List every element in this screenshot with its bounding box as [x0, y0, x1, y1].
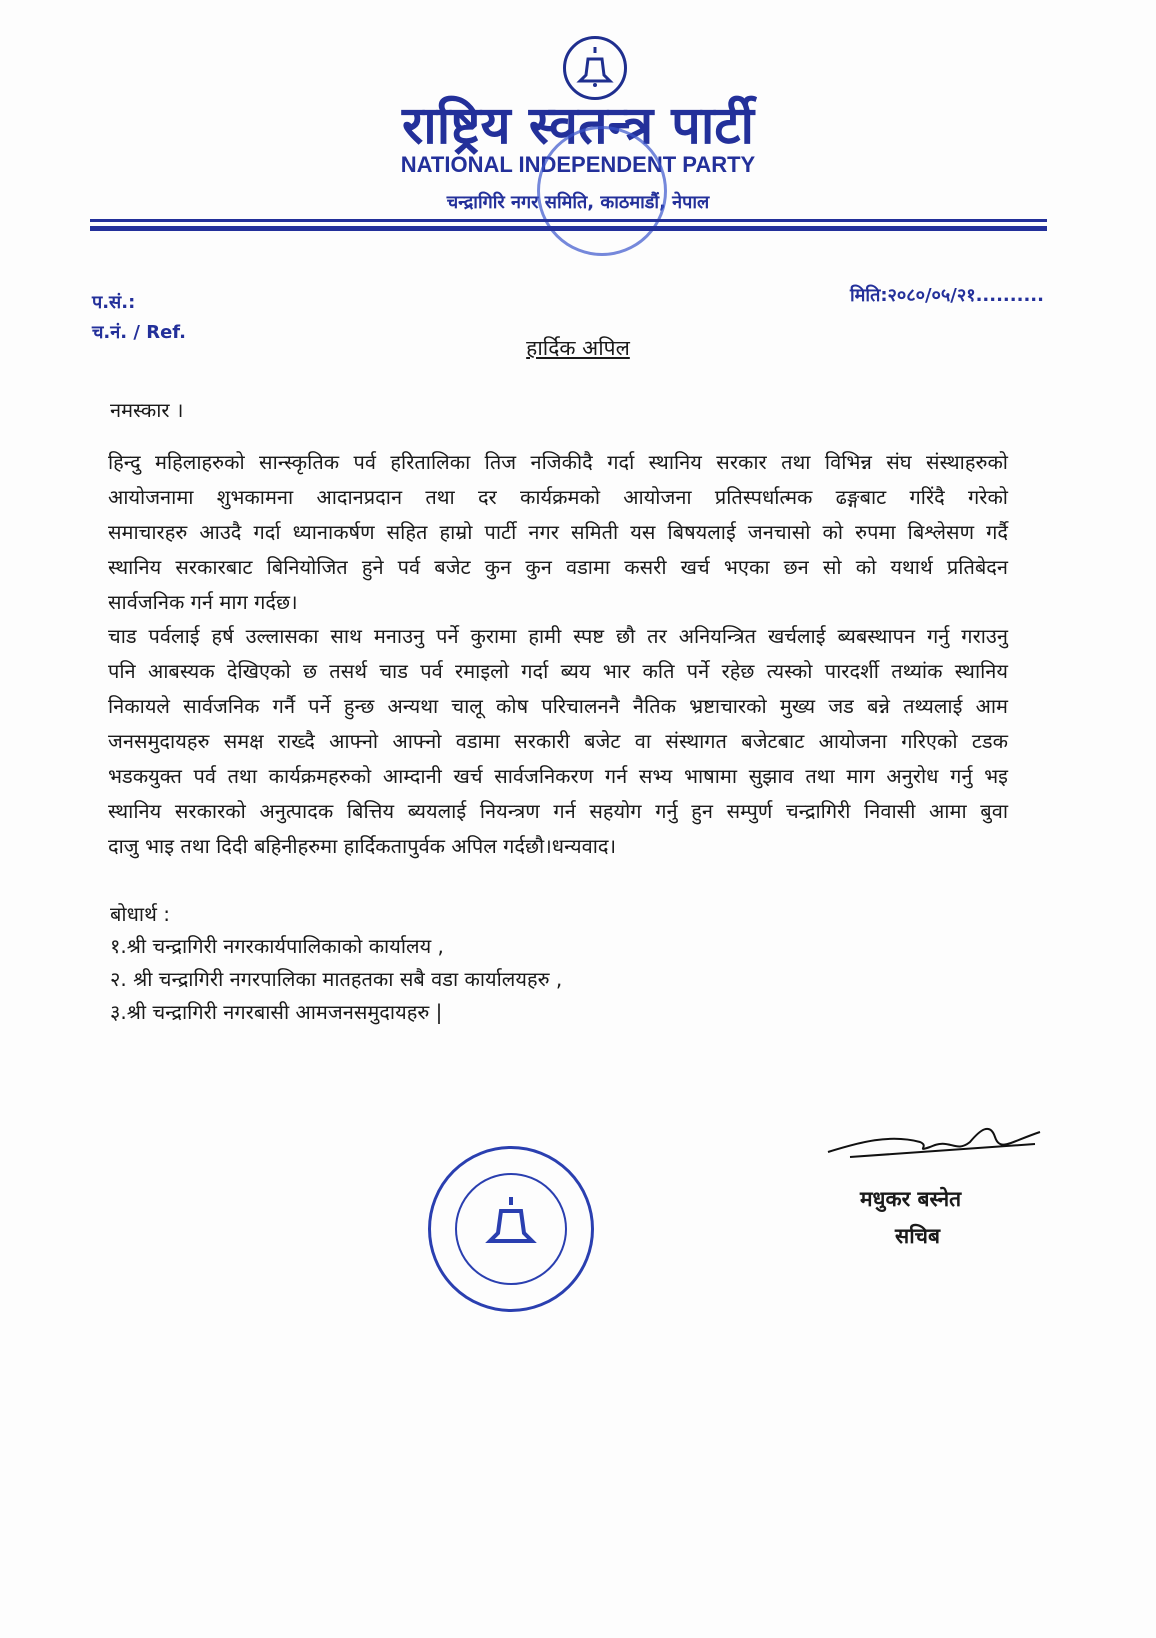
- greeting: नमस्कार ।: [110, 398, 184, 422]
- body-line: भडकयुक्त पर्व तथा कार्यक्रमहरुको आम्दानी खर्च सार्वजनिकरण गर्न सभ्य भाषामा सुझाव तथा माग अनुरोध गर्नु भइ: [108, 764, 1008, 788]
- letter-subject: हार्दिक अपिल: [526, 336, 630, 360]
- dispatch-number-label: च.नं. / Ref.: [92, 322, 186, 343]
- body-line: स्थानिय सरकारको अनुत्पादक बित्तिय ब्ययलाई नियन्त्रण गर्न सहयोग गर्नु हुन सम्पुर्ण चन्द्रागिरी निवासी आमा बुवा: [108, 799, 1008, 823]
- stamp-inner-ring: [455, 1173, 567, 1285]
- signature-mark: [820, 1112, 1050, 1176]
- cc-label: बोधार्थ :: [110, 902, 170, 926]
- body-line: पनि आबस्यक देखिएको छ तसर्थ चाड पर्व रमाइलो गर्दा ब्यय भार कति पर्ने रहेछ त्यस्को पारदर्शी तथ्यांक स्थानिय: [108, 659, 1008, 683]
- body-line: समाचारहरु आउदै गर्दा ध्यानाकर्षण सहित हाम्रो पार्टी नगर समिती यस बिषयलाई जनचासो को रुपमा बिश्लेसण गर्दै: [108, 520, 1008, 544]
- body-line: स्थानिय सरकारबाट बिनियोजित हुने पर्व बजेट कुन कुन वडामा कसरी खर्च भएका छन सो को यथार्थ प्रतिबेदन: [108, 555, 1008, 579]
- body-line: निकायले सार्वजनिक गर्नै पर्ने हुन्छ अन्यथा चालू कोष परिचालननै नैतिक भ्रष्टाचारको मुख्य जड बन्ने तथ्यलाई आम: [108, 694, 1008, 718]
- body-line: सार्वजनिक गर्न माग गर्दछ।: [108, 590, 298, 614]
- party-name-nepali: राष्ट्रिय स्वतन्त्र पार्टी: [401, 96, 754, 156]
- signatory-name: मधुकर बस्नेत: [860, 1187, 962, 1211]
- cc-item: ३.श्री चन्द्रागिरी नगरबासी आमजनसमुदायहरु |: [110, 1000, 443, 1024]
- party-name-english: NATIONAL INDEPENDENT PARTY: [400, 152, 756, 177]
- body-line: जनसमुदायहरु समक्ष राख्दै आफ्नो आफ्नो वडामा सरकारी बजेट वा संस्थागत बजेटबाट आयोजना गरिएको टडक: [108, 729, 1008, 753]
- body-line: दाजु भाइ तथा दिदी बहिनीहरुमा हार्दिकतापुर्वक अपिल गर्दछौ।धन्यवाद।: [108, 834, 617, 858]
- stamp-bell-icon: [457, 1175, 565, 1283]
- cc-item: २. श्री चन्द्रागिरी नगरपालिका मातहतका सबै वडा कार्यालयहरु ,: [110, 967, 563, 991]
- header-rule-bottom: [90, 226, 1047, 231]
- letter-date: मिति:२०८०/०५/२१..........: [850, 285, 1044, 306]
- header-rule-top: [90, 219, 1047, 222]
- body-line: आयोजनामा शुभकामना आदानप्रदान तथा दर कार्यक्रमको आयोजना प्रतिस्पर्धात्मक ढङ्गबाट गरिंदै गरेको: [108, 485, 1008, 509]
- signatory-title: सचिब: [895, 1224, 940, 1248]
- cc-item: १.श्री चन्द्रागिरी नगरकार्यपालिकाको कार्यालय ,: [110, 934, 444, 958]
- reference-number-label: प.सं.:: [92, 292, 136, 313]
- body-line: हिन्दु महिलाहरुको सान्स्कृतिक पर्व हरितालिका तिज नजिकीदै गर्दा स्थानिय सरकार तथा विभिन्न संघ संस्थाहरुको: [108, 450, 1008, 474]
- party-address: चन्द्रागिरि नगर समिति, काठमाडौं, नेपाल: [446, 192, 710, 213]
- body-line: चाड पर्वलाई हर्ष उल्लासका साथ मनाउनु पर्ने कुरामा हामी स्पष्ट छौ तर अनियन्त्रित खर्चलाई ब्यबस्थापन गर्नु गराउनु: [108, 624, 1008, 648]
- header-stamp-seal: [537, 126, 667, 256]
